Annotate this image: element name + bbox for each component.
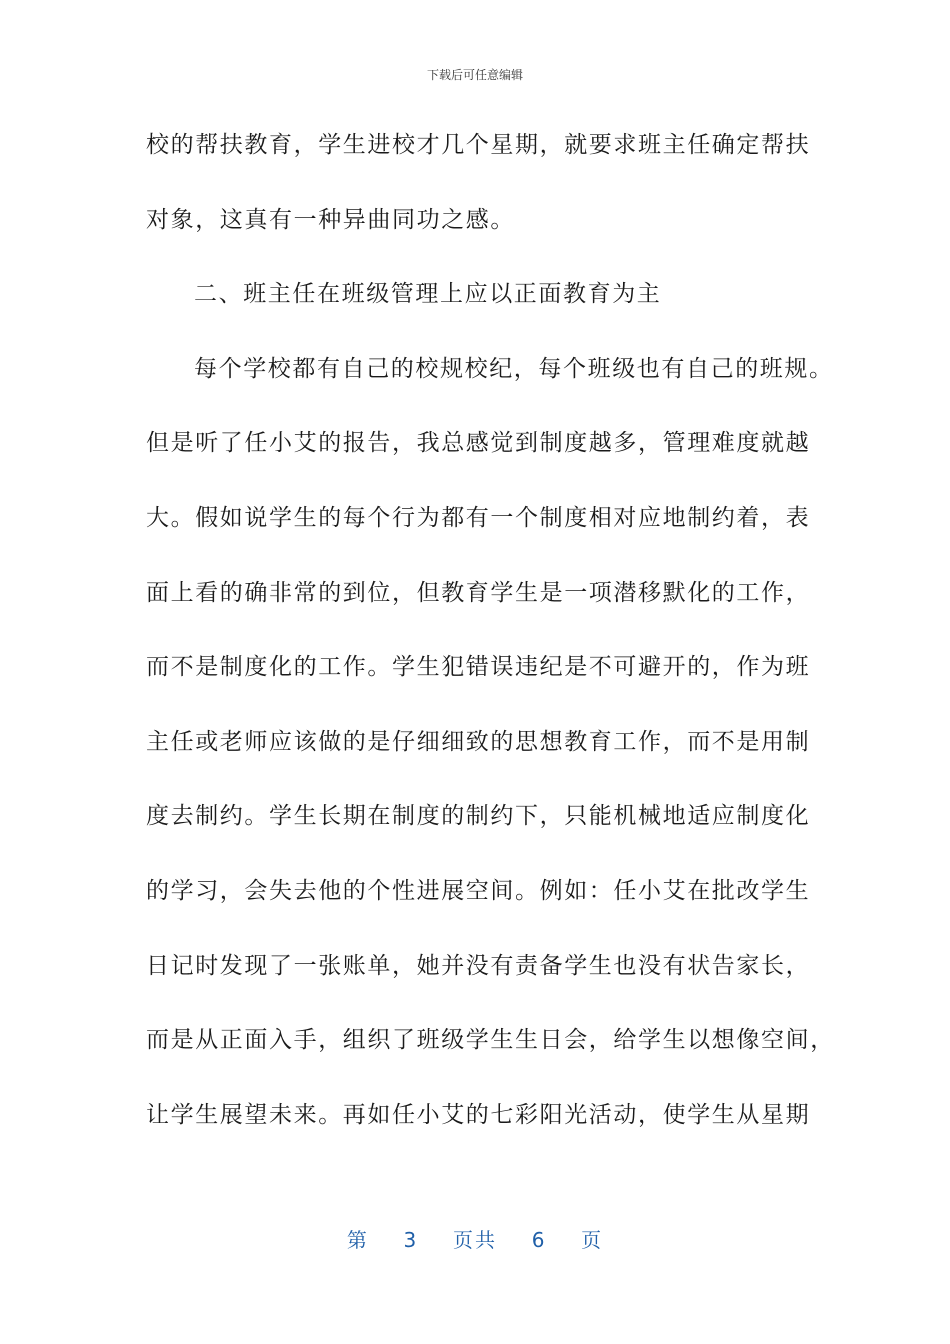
body-line: 而不是制度化的工作。学生犯错误违纪是不可避开的，作为班	[146, 654, 811, 681]
document-body	[146, 108, 835, 1152]
body-line: 大。假如说学生的每个行为都有一个制度相对应地制约着，表	[146, 504, 811, 531]
body-line: 让学生展望未来。再如任小艾的七彩阳光活动，使学生从星期	[146, 1101, 811, 1128]
total-pages-number: 6	[531, 1228, 547, 1252]
body-line: 校的帮扶教育，学生进校才几个星期，就要求班主任确定帮扶	[146, 132, 811, 158]
current-page-number: 3	[403, 1228, 419, 1252]
body-line: 而是从正面入手，组织了班级学生生日会，给学生以想像空间，	[146, 1027, 835, 1054]
page-footer	[0, 1224, 950, 1253]
footer-prefix: 第	[346, 1228, 369, 1252]
footer-middle: 页共	[453, 1228, 497, 1252]
body-line: 度去制约。学生长期在制度的制约下，只能机械地适应制度化	[146, 803, 811, 830]
paragraph-start: 每个学校都有自己的校规校纪，每个班级也有自己的班规。	[194, 355, 834, 382]
body-line: 对象，这真有一种异曲同功之感。	[146, 206, 515, 233]
body-line: 但是听了任小艾的报告，我总感觉到制度越多，管理难度就越	[146, 430, 811, 457]
section-heading: 二、班主任在班级管理上应以正面教育为主	[194, 281, 662, 308]
body-line: 的学习，会失去他的个性进展空间。例如：任小艾在批改学生	[146, 877, 811, 904]
body-line: 面上看的确非常的到位，但教育学生是一项潜移默化的工作，	[146, 579, 811, 606]
footer-suffix: 页	[581, 1228, 604, 1252]
body-line: 日记时发现了一张账单，她并没有责备学生也没有状告家长，	[146, 952, 811, 979]
page-header: 下载后可任意编辑	[426, 68, 523, 82]
body-line: 主任或老师应该做的是仔细细致的思想教育工作，而不是用制	[146, 728, 811, 755]
